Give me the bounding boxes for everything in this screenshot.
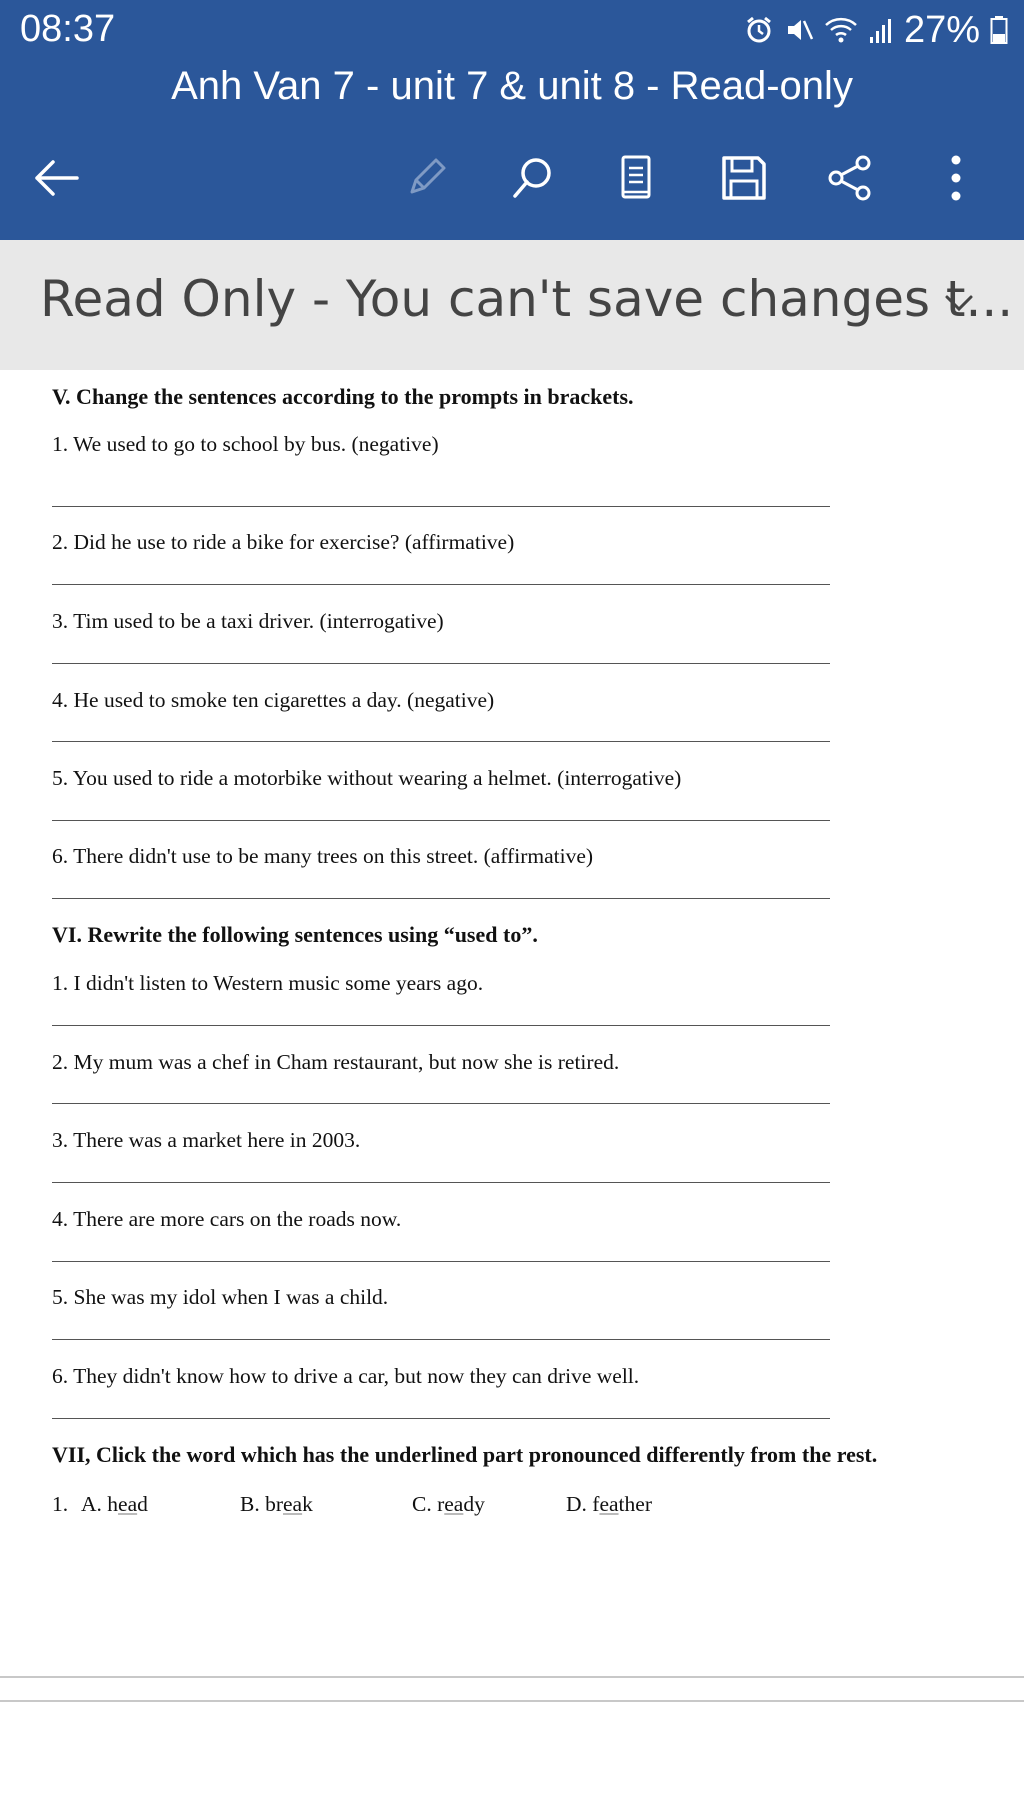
status-bar <box>0 0 1024 60</box>
chevron-down-icon <box>943 293 975 318</box>
answer-line <box>52 1103 830 1104</box>
answer-line <box>52 663 830 664</box>
option-b-letter: B. <box>240 1492 260 1516</box>
option-a[interactable] <box>81 1492 148 1517</box>
back-arrow-icon <box>33 158 79 203</box>
document-title: Anh Van 7 - unit 7 & unit 8 - Read-only <box>171 64 853 108</box>
save-button[interactable] <box>712 150 776 210</box>
alarm-icon <box>744 15 774 45</box>
answer-line <box>52 584 830 585</box>
app-header <box>0 0 1024 240</box>
page-divider <box>0 1700 1024 1702</box>
section-5-item-3: 3. Tim used to be a taxi driver. (interrogative) <box>52 609 444 633</box>
share-icon <box>826 154 874 207</box>
option-c-word: ready <box>437 1492 485 1516</box>
section-6-item-1: 1. I didn't listen to Western music some years ago. <box>52 971 484 995</box>
answer-line <box>52 1418 830 1419</box>
search-button[interactable] <box>500 150 564 210</box>
option-c-letter: C. <box>412 1492 432 1516</box>
section-5-item-1: 1. We used to go to school by bus. (negative) <box>52 432 439 456</box>
status-time: 08:37 <box>20 8 116 50</box>
section-5-item-6: 6. There didn't use to be many trees on this street. (affirmative) <box>52 844 594 868</box>
option-b-word: break <box>265 1492 313 1516</box>
answer-line <box>52 1182 830 1183</box>
section-7-heading: VII, Click the word which has the underlined part pronounced differently from the rest. <box>52 1442 878 1467</box>
section-6-item-6: 6. They didn't know how to drive a car, but now they can drive well. <box>52 1364 640 1388</box>
answer-line <box>52 1025 830 1026</box>
option-a-word: head <box>107 1492 148 1516</box>
question-number: 1. <box>52 1492 69 1516</box>
section-6-item-4: 4. There are more cars on the roads now. <box>52 1207 402 1231</box>
status-icons <box>744 8 1008 52</box>
mute-icon <box>784 15 814 45</box>
section-5-item-5: 5. You used to ride a motorbike without wearing a helmet. (interrogative) <box>52 766 682 790</box>
section-6-item-2: 2. My mum was a chef in Cham restaurant, but now she is retired. <box>52 1050 620 1074</box>
document-page <box>0 370 1024 1680</box>
option-a-letter: A. <box>81 1492 102 1516</box>
option-c[interactable] <box>412 1492 485 1517</box>
read-only-message: Read Only - You can't save changes t... <box>40 270 1014 328</box>
section-6-item-5: 5. She was my idol when I was a child. <box>52 1285 389 1309</box>
section-5-heading: V. Change the sentences according to the prompts in brackets. <box>52 384 634 409</box>
answer-line <box>52 820 830 821</box>
option-b[interactable] <box>240 1492 313 1517</box>
section-5-item-2: 2. Did he use to ride a bike for exercise? (affirmative) <box>52 530 515 554</box>
toolbar <box>0 150 1024 210</box>
reading-view-button[interactable] <box>604 150 668 210</box>
signal-icon <box>868 15 894 45</box>
battery-icon <box>990 15 1008 45</box>
answer-line <box>52 506 830 507</box>
section-6-item-3: 3. There was a market here in 2003. <box>52 1128 361 1152</box>
more-options-icon <box>948 154 964 207</box>
edit-button[interactable] <box>394 150 458 210</box>
section-6-heading: VI. Rewrite the following sentences using “used to”. <box>52 922 538 947</box>
save-icon <box>720 154 768 207</box>
more-options-button[interactable] <box>924 150 988 210</box>
reading-view-icon <box>616 154 656 207</box>
battery-percentage: 27% <box>903 8 980 51</box>
answer-line <box>52 898 830 899</box>
answer-line <box>52 1339 830 1340</box>
answer-line <box>52 741 830 742</box>
option-d-word: feather <box>592 1492 652 1516</box>
search-icon <box>508 154 556 207</box>
option-d[interactable] <box>566 1492 652 1517</box>
section-5-item-4: 4. He used to smoke ten cigarettes a day. (negative) <box>52 688 495 712</box>
page-divider <box>0 1676 1024 1678</box>
read-only-banner <box>0 240 1024 370</box>
option-d-letter: D. <box>566 1492 587 1516</box>
back-button[interactable] <box>24 150 88 210</box>
wifi-icon <box>824 15 858 45</box>
edit-pencil-icon <box>402 154 450 207</box>
answer-line <box>52 1261 830 1262</box>
share-button[interactable] <box>818 150 882 210</box>
expand-banner-button[interactable] <box>934 280 984 330</box>
